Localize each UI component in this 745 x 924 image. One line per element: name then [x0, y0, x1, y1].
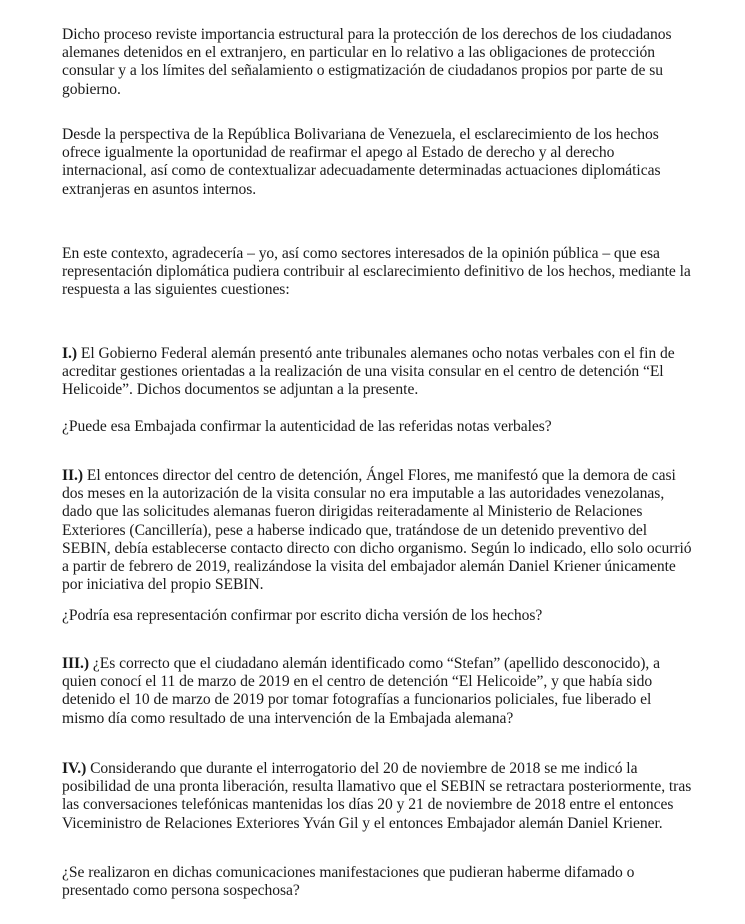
question-2-label: II.): [62, 467, 84, 484]
question-3-body: ¿Es correcto que el ciudadano alemán identificado como “Stefan” (apellido desconocido), a quien conocí el 11 de marzo de 2019 en el centro de detención “El Helicoide”, y que había sido detenido el 10 de marzo de 2019 por tomar fotografías a funcionarios policiales, fue liberado el mismo día como resultado de una intervención de la Embajada alemana?: [62, 655, 660, 727]
question-2-text: [62, 467, 694, 594]
question-2-body: El entonces director del centro de detención, Ángel Flores, me manifestó que la demora de casi dos meses en la autorización de la visita consular no era imputable a las autoridades venezolanas, dado que las solicitudes alemanas fueron dirigidas reiteradamente al Ministerio de Relaciones Exteriores (Cancillería), pese a haberse indicado que, tratándose de un detenido preventivo del SEBIN, debía establecerse contacto directo con dicho organismo. Según lo indicado, ello solo ocurrió a partir de febrero de 2019, realizándose la visita del embajador alemán Daniel Kriener únicamente por iniciativa del propio SEBIN.: [62, 467, 692, 594]
paragraph-context-request: En este contexto, agradecería – yo, así como sectores interesados de la opinión pública – que esa representación diplomática pudiera contribuir al esclarecimiento definitivo de los hechos, mediante la respuesta a las siguientes cuestiones:: [62, 245, 691, 299]
question-3-label: III.): [62, 655, 90, 672]
question-4-body: Considerando que durante el interrogatorio del 20 de noviembre de 2018 se me indicó la posibilidad de una pronta liberación, resulta llamativo que el SEBIN se retractara posteriormente, tras las conversaciones telefónicas mantenidas los días 20 y 21 de noviembre de 2018 entre el entonces Viceministro de Relaciones Exteriores Yván Gil y el entonces Embajador alemán Daniel Kriener.: [62, 760, 692, 832]
question-1-label: I.): [62, 345, 78, 362]
question-3-text: [62, 655, 694, 728]
question-4-label: IV.): [62, 760, 87, 777]
question-1-text: [62, 345, 694, 400]
paragraph-venezuela-perspective: Desde la perspectiva de la República Bolivariana de Venezuela, el esclarecimiento de los hechos ofrece igualmente la oportunidad de reafirmar el apego al Estado de derecho y al derecho internacional, así como de contextualizar adecuadamente determinadas actuaciones diplomáticas extranjeras en asuntos internos.: [62, 126, 661, 198]
question-4-ask: ¿Se realizaron en dichas comunicaciones manifestaciones que pudieran haberme difamado o presentado como persona sospechosa?: [62, 864, 635, 900]
question-4-text: [62, 760, 694, 833]
question-1-ask: ¿Puede esa Embajada confirmar la autenticidad de las referidas notas verbales?: [62, 418, 552, 435]
paragraph-consular-protection: Dicho proceso reviste importancia estructural para la protección de los derechos de los ciudadanos alemanes detenidos en el extranjero, en particular en lo relativo a las obligaciones de protección consular y a los límites del señalamiento o estigmatización de ciudadanos propios por parte de su gobierno.: [62, 26, 672, 98]
question-1-body: El Gobierno Federal alemán presentó ante tribunales alemanes ocho notas verbales con el fin de acreditar gestiones orientadas a la realización de una visita consular en el centro de detención “El Helicoide”. Dichos documentos se adjuntan a la presente.: [62, 345, 675, 399]
question-2-ask: ¿Podría esa representación confirmar por escrito dicha versión de los hechos?: [62, 607, 543, 624]
